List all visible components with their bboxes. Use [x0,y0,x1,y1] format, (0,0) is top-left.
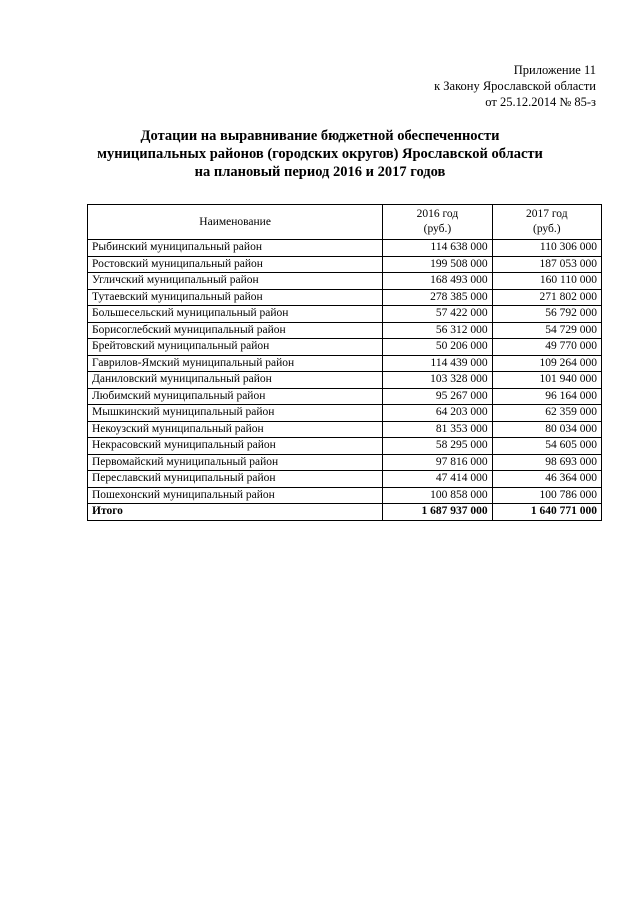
table-row [88,273,602,290]
appendix-note [434,62,596,110]
row-2017: 160 110 000 [492,273,601,290]
row-name: Мышкинский муниципальный район [88,405,383,422]
title-line-3: на плановый период 2016 и 2017 годов [194,164,446,180]
row-2017: 100 786 000 [492,487,601,504]
title-line-1: Дотации на выравнивание бюджетной обеспеченности [140,128,500,144]
total-row [88,504,602,521]
row-2016: 56 312 000 [383,322,492,339]
row-2017: 98 693 000 [492,454,601,471]
row-name: Некоузский муниципальный район [88,421,383,438]
row-name: Рыбинский муниципальный район [88,240,383,257]
row-2017: 187 053 000 [492,256,601,273]
title-line-2: муниципальных районов (городских округов) Ярославской области [97,146,543,162]
row-2017: 46 364 000 [492,471,601,488]
grants-table [87,204,602,521]
row-2017: 110 306 000 [492,240,601,257]
row-name: Брейтовский муниципальный район [88,339,383,356]
row-2016: 114 439 000 [383,355,492,372]
row-2017: 271 802 000 [492,289,601,306]
row-2016: 278 385 000 [383,289,492,306]
table-row [88,256,602,273]
row-2016: 97 816 000 [383,454,492,471]
table-row [88,487,602,504]
table-header-row [88,205,602,240]
row-name: Ростовский муниципальный район [88,256,383,273]
row-name: Некрасовский муниципальный район [88,438,383,455]
row-2016: 95 267 000 [383,388,492,405]
row-2017: 49 770 000 [492,339,601,356]
row-name: Любимский муниципальный район [88,388,383,405]
row-name: Угличский муниципальный район [88,273,383,290]
row-name: Первомайский муниципальный район [88,454,383,471]
row-name: Борисоглебский муниципальный район [88,322,383,339]
row-2016: 81 353 000 [383,421,492,438]
row-name: Гаврилов-Ямский муниципальный район [88,355,383,372]
total-2017: 1 640 771 000 [492,504,601,521]
row-name: Пошехонский муниципальный район [88,487,383,504]
table-row [88,339,602,356]
table-row [88,289,602,306]
row-name: Большесельский муниципальный район [88,306,383,323]
row-2016: 64 203 000 [383,405,492,422]
header-2017 [492,205,601,240]
table-row [88,421,602,438]
row-2016: 50 206 000 [383,339,492,356]
row-2016: 47 414 000 [383,471,492,488]
row-name: Даниловский муниципальный район [88,372,383,389]
table-row [88,388,602,405]
row-2016: 103 328 000 [383,372,492,389]
row-2016: 168 493 000 [383,273,492,290]
row-2017: 109 264 000 [492,355,601,372]
row-2017: 56 792 000 [492,306,601,323]
header-2017-unit: (руб.) [533,223,561,235]
row-2017: 54 605 000 [492,438,601,455]
header-2017-year: 2017 год [526,208,568,220]
header-name: Наименование [88,205,383,240]
table-row [88,454,602,471]
appendix-date: от 25.12.2014 № 85-з [485,95,596,109]
header-2016-unit: (руб.) [423,223,452,235]
row-2017: 62 359 000 [492,405,601,422]
row-2016: 58 295 000 [383,438,492,455]
table-row [88,240,602,257]
table-row [88,405,602,422]
row-2017: 96 164 000 [492,388,601,405]
row-name: Тутаевский муниципальный район [88,289,383,306]
row-2017: 101 940 000 [492,372,601,389]
header-2016 [383,205,492,240]
table-row [88,322,602,339]
total-label: Итого [88,504,383,521]
header-2016-year: 2016 год [416,208,459,220]
table-row [88,355,602,372]
table-row [88,438,602,455]
table-row [88,471,602,488]
total-2016: 1 687 937 000 [383,504,492,521]
appendix-number: Приложение 11 [513,63,596,77]
row-2017: 54 729 000 [492,322,601,339]
document-title [0,127,640,181]
row-2017: 80 034 000 [492,421,601,438]
table-row [88,306,602,323]
appendix-law: к Закону Ярославской области [434,79,596,93]
row-2016: 100 858 000 [383,487,492,504]
row-2016: 114 638 000 [383,240,492,257]
table-row [88,372,602,389]
row-name: Переславский муниципальный район [88,471,383,488]
row-2016: 199 508 000 [383,256,492,273]
row-2016: 57 422 000 [383,306,492,323]
